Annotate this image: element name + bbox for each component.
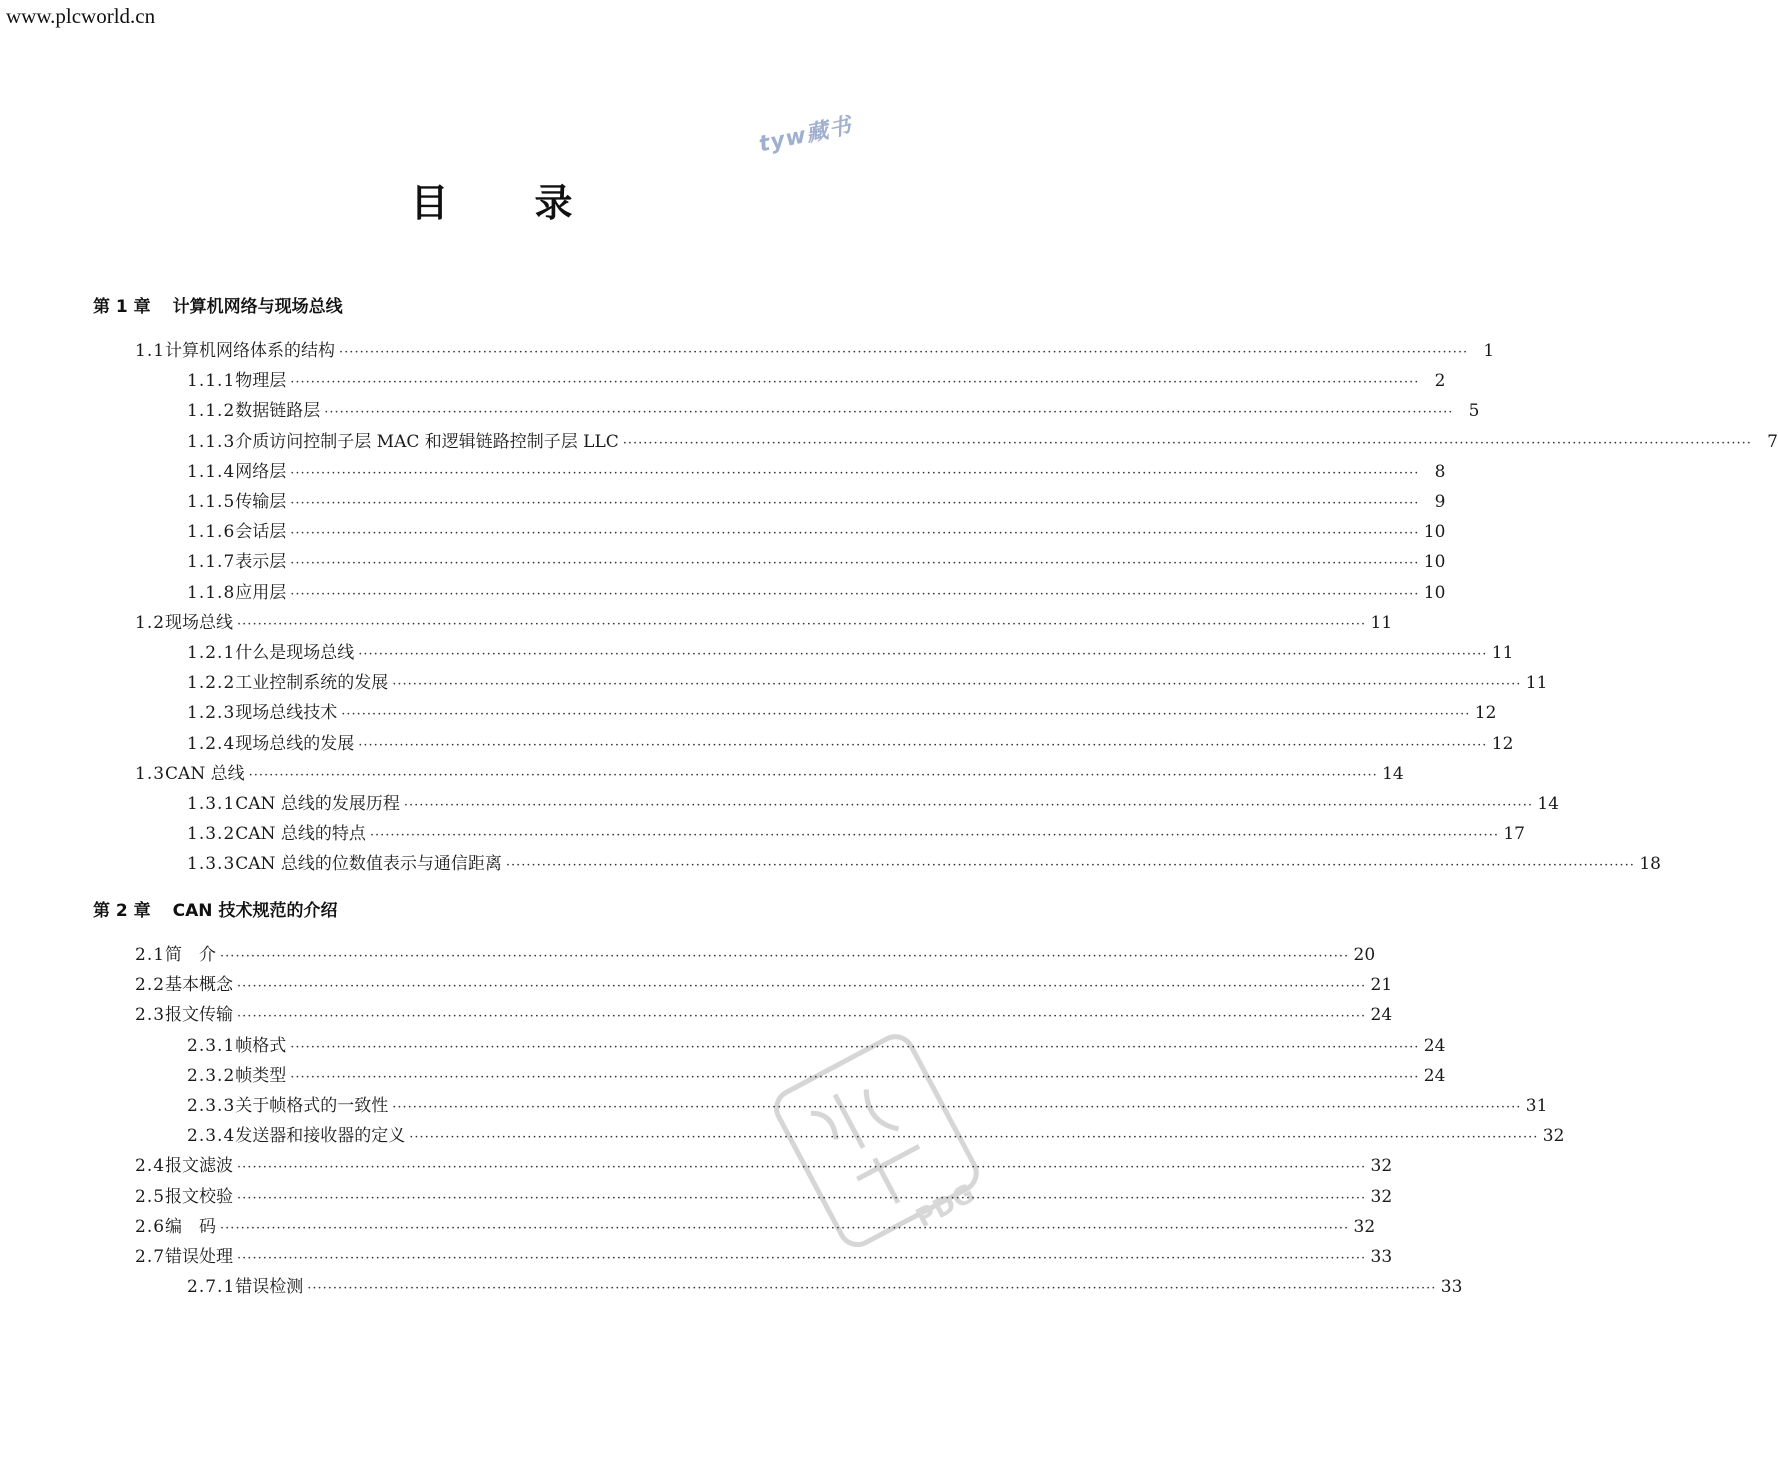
- toc-entry-page: 24: [1370, 1005, 1393, 1026]
- dot-leader: ····························································································································································································································: [220, 949, 1350, 964]
- toc-entry-label: CAN 总线的特点: [235, 824, 366, 845]
- toc-entry-page: 18: [1639, 854, 1661, 875]
- dot-leader: ····························································································································································································································: [237, 1160, 1367, 1176]
- toc-entry-page: 12: [1491, 733, 1514, 754]
- dot-leader: ····························································································································································································································: [290, 556, 1420, 572]
- toc-entry-number: 2.4: [135, 1156, 166, 1177]
- toc-entry-label: 会话层: [235, 522, 287, 543]
- toc-entry-label: CAN 总线: [165, 763, 245, 784]
- toc-entry[interactable]: [135, 612, 1393, 636]
- toc-entry-number: 1.2.3: [187, 703, 236, 724]
- toc-entry[interactable]: [135, 1246, 1393, 1270]
- dot-leader: ····························································································································································································································: [248, 767, 1378, 783]
- toc-entry-page: 12: [1474, 703, 1497, 724]
- toc-entry-number: 1.1.6: [187, 522, 236, 543]
- dot-leader: ····························································································································································································································: [237, 1251, 1367, 1266]
- dot-leader: ····························································································································································································································: [358, 647, 1488, 662]
- dot-leader: ····························································································································································································································: [220, 1220, 1350, 1236]
- toc-entry-label: 数据链路层: [235, 401, 321, 422]
- toc-entry[interactable]: [135, 1216, 1376, 1240]
- toc-entry-number: 2.3.2: [187, 1065, 236, 1086]
- toc-entry-label: 编 码: [165, 1216, 217, 1237]
- dot-leader: ····························································································································································································································: [392, 677, 1522, 693]
- toc-entry-number: 1.1.2: [187, 401, 236, 422]
- chapter-number: 第 2 章: [93, 901, 151, 921]
- toc-entry[interactable]: [135, 974, 1393, 998]
- toc-entry[interactable]: [187, 461, 1446, 485]
- toc-entry-number: 2.3: [135, 1005, 166, 1026]
- toc-entry-page: 5: [1468, 401, 1480, 422]
- toc-entry-label: 发送器和接收器的定义: [235, 1126, 406, 1147]
- toc-entry-page: 11: [1525, 673, 1548, 694]
- dot-leader: ····························································································································································································································: [622, 435, 1752, 451]
- toc-entry[interactable]: [187, 642, 1514, 666]
- toc-entry[interactable]: [187, 1095, 1548, 1119]
- toc-entry-number: 2.6: [135, 1216, 166, 1237]
- toc-entry[interactable]: [187, 1035, 1446, 1059]
- toc-entry-page: 21: [1370, 975, 1393, 996]
- dot-leader: ····························································································································································································································: [237, 1190, 1367, 1206]
- toc-entry[interactable]: [135, 1004, 1393, 1028]
- toc-entry-label: 基本概念: [165, 975, 234, 996]
- toc-entry-number: 1.3.3: [187, 854, 236, 875]
- toc-entry-page: 14: [1382, 763, 1404, 784]
- toc-entry-page: 17: [1503, 824, 1525, 845]
- toc-entry-number: 1.2.4: [187, 733, 236, 754]
- chapter-heading[interactable]: [93, 896, 337, 921]
- site-url: www.plcworld.cn: [6, 4, 156, 28]
- dot-leader: ····························································································································································································································: [339, 345, 1469, 360]
- toc-entry[interactable]: [187, 853, 1661, 877]
- library-watermark: tyw藏书: [756, 113, 855, 158]
- toc-entry-number: 1.1.4: [187, 461, 236, 482]
- toc-entry-page: 20: [1353, 945, 1376, 965]
- toc-entry-page: 9: [1434, 492, 1446, 512]
- page-title: [0, 172, 983, 227]
- toc-entry-label: 现场总线技术: [235, 703, 338, 724]
- toc-entry[interactable]: [135, 944, 1376, 968]
- toc-entry[interactable]: [187, 551, 1446, 575]
- toc-entry-page: 32: [1353, 1216, 1376, 1237]
- seal-stamp-text: PDG: [911, 1178, 981, 1235]
- toc-entry-page: 24: [1423, 1035, 1446, 1056]
- toc-entry-page: 10: [1423, 522, 1446, 543]
- toc-entry[interactable]: [187, 582, 1446, 606]
- toc-entry-page: 10: [1423, 582, 1446, 603]
- toc-entry-number: 1.2.1: [187, 643, 236, 663]
- toc-entry-number: 1.2.2: [187, 673, 236, 694]
- toc-entry-page: 33: [1370, 1247, 1393, 1267]
- dot-leader: ····························································································································································································································: [307, 1281, 1437, 1297]
- toc-entry[interactable]: [135, 1186, 1393, 1210]
- toc-entry-number: 1.1.3: [187, 431, 236, 452]
- toc-entry-page: 32: [1370, 1186, 1393, 1207]
- dot-leader: ····························································································································································································································: [403, 798, 1533, 813]
- toc-entry-label: 帧格式: [235, 1035, 287, 1056]
- dot-leader: ····························································································································································································································: [341, 707, 1471, 723]
- dot-leader: ····························································································································································································································: [290, 496, 1420, 511]
- toc-entry-page: 2: [1434, 371, 1446, 392]
- toc-entry-label: 介质访问控制子层 MAC 和逻辑链路控制子层 LLC: [235, 431, 619, 452]
- chapter-title: 计算机网络与现场总线: [172, 297, 343, 317]
- toc-entry-number: 1.3: [135, 763, 166, 784]
- toc-entry[interactable]: [135, 340, 1495, 364]
- dot-leader: ····························································································································································································································: [290, 375, 1420, 391]
- toc-entry-number: 2.2: [135, 975, 166, 996]
- toc-entry-label: 应用层: [235, 582, 287, 603]
- dot-leader: ····························································································································································································································: [392, 1100, 1522, 1115]
- toc-entry-label: 现场总线的发展: [235, 733, 355, 754]
- toc-entry-number: 1.1.8: [187, 582, 236, 603]
- toc-entry-number: 2.1: [135, 945, 166, 965]
- toc-entry-label: 网络层: [235, 461, 287, 482]
- toc-entry[interactable]: [187, 400, 1480, 424]
- dot-leader: ····························································································································································································································: [409, 1130, 1539, 1146]
- toc-entry[interactable]: [187, 1125, 1565, 1149]
- toc-entry-label: 关于帧格式的一致性: [235, 1096, 389, 1116]
- toc-entry-label: 传输层: [235, 492, 287, 512]
- toc-entry-page: 32: [1542, 1126, 1565, 1147]
- dot-leader: ····························································································································································································································: [290, 1039, 1420, 1055]
- toc-entry[interactable]: [187, 733, 1514, 757]
- toc-entry-label: 计算机网络体系的结构: [165, 341, 336, 361]
- toc-entry[interactable]: [187, 1276, 1463, 1300]
- toc-entry[interactable]: [187, 521, 1446, 545]
- dot-leader: ····························································································································································································································: [237, 1009, 1367, 1025]
- toc-entry-number: 2.7.1: [187, 1277, 236, 1298]
- toc-entry-page: 33: [1440, 1277, 1463, 1298]
- toc-entry-number: 1.1.5: [187, 492, 236, 512]
- toc-entry-page: 7: [1767, 431, 1778, 452]
- toc-entry-number: 1.1.7: [187, 552, 236, 573]
- toc-entry-label: 简 介: [165, 945, 217, 965]
- toc-entry-label: 物理层: [235, 371, 287, 392]
- toc-entry-label: CAN 总线的发展历程: [235, 794, 400, 814]
- toc-entry-label: 错误处理: [165, 1247, 234, 1267]
- chapter-title: CAN 技术规范的介绍: [172, 901, 338, 921]
- dot-leader: ····························································································································································································································: [290, 465, 1420, 481]
- toc-entry[interactable]: [187, 491, 1446, 515]
- toc-entry-number: 2.3.3: [187, 1096, 236, 1116]
- toc-entry[interactable]: [187, 431, 1778, 455]
- toc-entry-page: 11: [1491, 643, 1514, 663]
- toc-entry-number: 1.1.1: [187, 371, 236, 392]
- toc-entry[interactable]: [187, 1065, 1446, 1089]
- toc-entry-page: 14: [1537, 794, 1559, 814]
- chapter-heading[interactable]: [93, 292, 343, 317]
- dot-leader: ····························································································································································································································: [358, 737, 1488, 753]
- toc-entry-number: 1.3.1: [187, 794, 236, 814]
- toc-entry-label: 报文校验: [165, 1186, 234, 1207]
- dot-leader: ····························································································································································································································: [324, 405, 1454, 421]
- toc-entry[interactable]: [187, 793, 1559, 817]
- dot-leader: ····························································································································································································································: [290, 1069, 1420, 1085]
- toc-entry-label: 表示层: [235, 552, 287, 573]
- toc-entry[interactable]: [187, 370, 1446, 394]
- toc-entry-number: 2.3.1: [187, 1035, 236, 1056]
- toc-entry-number: 1.3.2: [187, 824, 236, 845]
- toc-entry-number: 2.7: [135, 1247, 166, 1267]
- toc-entry-page: 1: [1483, 341, 1495, 361]
- toc-entry-page: 32: [1370, 1156, 1393, 1177]
- toc-entry-label: 错误检测: [235, 1277, 304, 1298]
- title-char-1: 目: [410, 181, 449, 225]
- toc-entry-number: 2.5: [135, 1186, 166, 1207]
- chapter-number: 第 1 章: [93, 297, 151, 317]
- toc-entry[interactable]: [135, 1155, 1393, 1179]
- toc-entry-label: 报文滤波: [165, 1156, 234, 1177]
- toc-entry-label: 报文传输: [165, 1005, 234, 1026]
- dot-leader: ····························································································································································································································: [505, 858, 1635, 874]
- toc-entry-number: 1.1: [135, 341, 166, 361]
- toc-entry-page: 24: [1423, 1065, 1446, 1086]
- toc-entry-page: 10: [1423, 552, 1446, 573]
- toc-entry-page: 31: [1525, 1096, 1548, 1116]
- dot-leader: ····························································································································································································································: [369, 828, 1499, 844]
- toc-entry[interactable]: [135, 763, 1404, 787]
- dot-leader: ····························································································································································································································: [290, 586, 1420, 602]
- toc-entry[interactable]: [187, 823, 1525, 847]
- dot-leader: ····························································································································································································································: [237, 979, 1367, 995]
- toc-entry-label: CAN 总线的位数值表示与通信距离: [235, 854, 502, 875]
- toc-entry-page: 8: [1434, 461, 1446, 482]
- toc-entry-label: 工业控制系统的发展: [235, 673, 389, 694]
- toc-entry[interactable]: [187, 702, 1497, 726]
- title-char-2: 录: [534, 181, 573, 225]
- toc-entry-number: 1.2: [135, 612, 166, 633]
- toc-entry[interactable]: [187, 672, 1548, 696]
- toc-entry-label: 现场总线: [165, 612, 234, 633]
- toc-entry-label: 什么是现场总线: [235, 643, 355, 663]
- toc-entry-page: 11: [1370, 612, 1393, 633]
- toc-entry-label: 帧类型: [235, 1065, 287, 1086]
- dot-leader: ····························································································································································································································: [290, 526, 1420, 542]
- dot-leader: ····························································································································································································································: [237, 616, 1367, 632]
- toc-entry-number: 2.3.4: [187, 1126, 236, 1147]
